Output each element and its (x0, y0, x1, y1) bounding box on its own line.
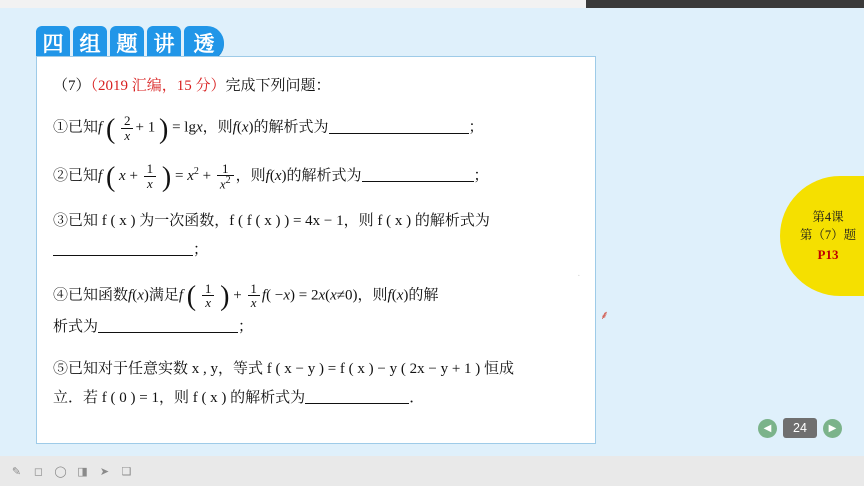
item-marker-2: ② (53, 167, 69, 184)
question-number: （7） (53, 78, 91, 94)
paren-close-2: ) (161, 161, 172, 193)
item-text-3: 已知 f ( x ) 为一次函数，f ( f ( x ) ) = 4x − 1，则 f ( x ) 的解析式为 (68, 213, 490, 230)
paren-open-4: ( (186, 281, 197, 313)
paren-open-2: ( (105, 161, 116, 193)
item-tail-4: ； (238, 318, 254, 335)
pen-icon[interactable]: ✎ (11, 464, 22, 478)
bottom-toolbar (0, 456, 864, 486)
question-item-1: ①已知f ( $\frac{2}{x}$ + 1 ) = lgx，则f(x)的解析式为 ； (53, 113, 484, 145)
question-prompt: 完成下列问题： (225, 78, 331, 94)
grey-annotation-mark: · (577, 270, 581, 282)
item-text2-5: 立．若 f ( 0 ) = 1，则 f ( x ) 的解析式为 (53, 390, 306, 407)
question-item-5 (53, 358, 579, 381)
title-char-4: 讲 (147, 26, 181, 60)
answer-blank-3[interactable] (53, 255, 193, 256)
question-card (36, 56, 596, 444)
title-char-2: 组 (73, 26, 107, 60)
paren-close-1: ) (159, 113, 169, 145)
paren-open-1: ( (105, 113, 116, 145)
question-item-4: ④已知函数f(x)满足f ( $\frac{1}{x}$ ) + $\frac{1}{x}$ f( −x) = 2x(x≠0)，则f(x)的解 (53, 280, 439, 313)
item-text-5: 已知对于任意实数 x , y，等式 f ( x − y ) = f ( x ) − y ( 2x − y + 1 ) 恒成 (68, 361, 515, 378)
item-tail-1: ； (468, 119, 484, 136)
question-head (53, 75, 579, 98)
item-marker-1: ① (53, 119, 69, 136)
question-item-5-cont (53, 387, 579, 410)
answer-blank-5[interactable] (305, 403, 409, 404)
item-marker-3: ③ (53, 213, 69, 230)
slide-title-badge (36, 26, 227, 60)
fraction-1-over-x-b: $\frac{1}{x}$ (202, 282, 215, 310)
answer-blank-2[interactable] (362, 181, 474, 182)
ellipse-icon[interactable]: ◯ (54, 464, 67, 478)
paren-close-4: ) (220, 281, 230, 313)
answer-blank-1[interactable] (329, 133, 469, 134)
eraser-icon[interactable]: ◨ (77, 464, 88, 478)
chevron-left-icon[interactable]: ◀ (758, 419, 777, 438)
question-item-2: ②已知f ( x + $\frac{1}{x}$ ) = $x^2$ + $\frac{1}{x^2}$ ，则f(x)的解析式为 ； (53, 160, 489, 193)
fraction-2-over-x: $\frac{2}{x}$ (121, 114, 134, 142)
top-dark-strip (586, 0, 864, 8)
lesson-tag (780, 176, 864, 296)
lesson-tag-page: P13 (817, 247, 839, 262)
title-char-3: 题 (110, 26, 144, 60)
fraction-1-over-x-c: $\frac{1}{x}$ (247, 282, 260, 310)
lesson-tag-line2: 第（7）题 (799, 228, 857, 243)
slide-canvas (0, 8, 864, 456)
title-char-5: 透 (184, 26, 224, 60)
chevron-right-icon[interactable]: ▶ (823, 419, 842, 438)
question-item-4-cont (53, 316, 579, 339)
item-tail-5: ． (409, 390, 425, 407)
item-marker-5: ⑤ (53, 361, 69, 378)
question-source: （2019 汇编，15 分） (90, 78, 226, 94)
title-char-1: 四 (36, 26, 70, 60)
shapes-icon[interactable]: ◻ (33, 464, 44, 478)
pointer-icon[interactable]: ➤ (99, 464, 110, 478)
red-annotation-mark: ⸙ (600, 308, 610, 322)
screen-icon[interactable]: ❑ (121, 464, 132, 478)
page-number-badge: 24 (783, 418, 817, 438)
lesson-tag-line1: 第4课 (812, 209, 844, 224)
fraction-1-over-x: $\frac{1}{x}$ (144, 162, 157, 190)
question-item-3-cont (53, 239, 579, 262)
question-item-3 (53, 210, 579, 233)
item-tail-3: ； (193, 242, 209, 259)
item-tail-2: ； (473, 167, 489, 184)
answer-blank-4[interactable] (98, 332, 238, 333)
fraction-1-over-x2: $\frac{1}{x^2}$ (217, 162, 234, 192)
page-nav (758, 418, 842, 438)
item-text2-4: 析式为 (53, 318, 99, 335)
item-marker-4: ④ (53, 287, 69, 304)
